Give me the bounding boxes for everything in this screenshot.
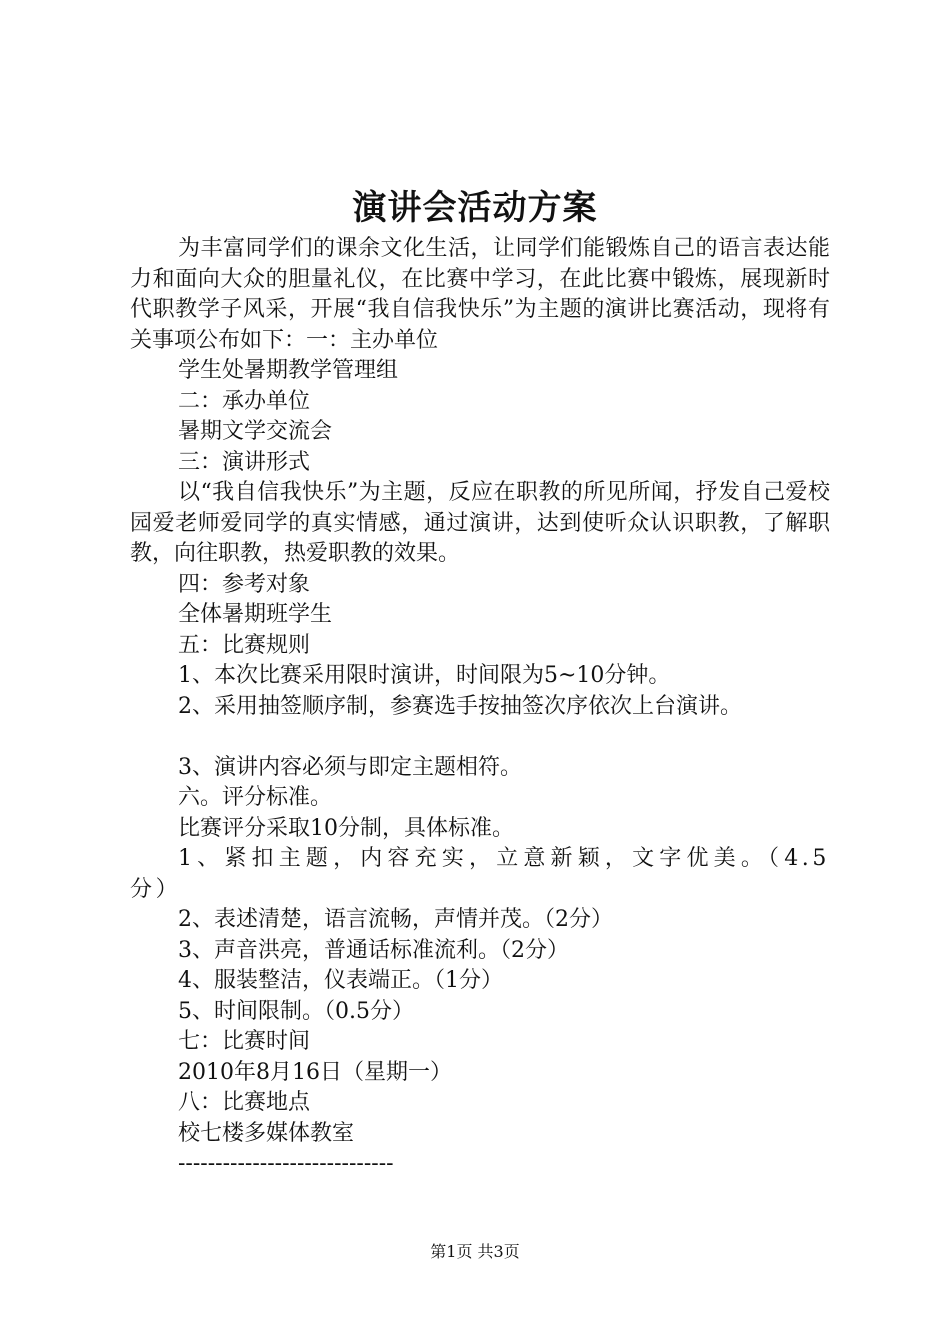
scoring-intro: 比赛评分采取10分制，具体标准。 bbox=[178, 815, 514, 841]
score-item-2: 2、表述清楚，语言流畅，声情并茂。（2分） bbox=[178, 907, 613, 932]
speech-form-paragraph: 以“我自信我快乐”为主题，反应在职教的所见所闻，抒发自己爱校园爱老师爱同学的真实情感，通过演讲，达到使听众认识职教，了解职教，向往职教，热爱职教的效果。 bbox=[130, 480, 830, 566]
competition-date: 2010年8月16日（星期一） bbox=[178, 1059, 452, 1085]
section-heading-scoring: 六。评分标准。 bbox=[178, 785, 333, 810]
page-title: 演讲会活动方案 bbox=[352, 188, 598, 228]
participants-text: 全体暑期班学生 bbox=[178, 602, 333, 627]
co-organizer-name: 暑期文学交流会 bbox=[178, 419, 333, 444]
rule-item-2: 2、采用抽签顺序制，参赛选手按抽签次序依次上台演讲。 bbox=[178, 693, 742, 719]
venue-text: 校七楼多媒体教室 bbox=[178, 1120, 355, 1146]
section-heading-rules: 五：比赛规则 bbox=[178, 632, 311, 658]
score-item-4: 4、服装整洁，仪表端正。（1分） bbox=[178, 968, 503, 993]
page-footer: 第1页 共3页 bbox=[430, 1242, 520, 1261]
score-item-1: 1、紧扣主题，内容充实，立意新颖，文字优美。（4.5分） bbox=[130, 846, 830, 902]
score-item-5: 5、时间限制。（0.5分） bbox=[178, 998, 414, 1024]
organizer-name: 学生处暑期教学管理组 bbox=[178, 358, 399, 383]
section-heading-participants: 四：参考对象 bbox=[178, 571, 311, 597]
intro-paragraph: 为丰富同学们的课余文化生活，让同学们能锻炼自己的语言表达能力和面向大众的胆量礼仪，在比赛中学习，在此比赛中锻炼，展现新时代职教学子风采，开展“我自信我快乐”为主题的演讲比赛活动，现将有关事项公布如下：一：主办单位 bbox=[130, 236, 830, 353]
score-item-3: 3、声音洪亮，普通话标准流利。（2分） bbox=[178, 937, 569, 963]
section-heading-speech-form: 三：演讲形式 bbox=[178, 449, 311, 475]
blank-line bbox=[130, 722, 830, 753]
rule-item-3: 3、演讲内容必须与即定主题相符。 bbox=[178, 754, 522, 780]
separator-line: ----------------------------- bbox=[178, 1151, 394, 1176]
section-heading-time: 七：比赛时间 bbox=[178, 1029, 311, 1054]
section-heading-co-organizer: 二：承办单位 bbox=[178, 388, 311, 414]
section-heading-venue: 八：比赛地点 bbox=[178, 1090, 311, 1115]
rule-item-1: 1、本次比赛采用限时演讲，时间限为5~10分钟。 bbox=[178, 663, 671, 688]
document-body bbox=[130, 234, 830, 1180]
